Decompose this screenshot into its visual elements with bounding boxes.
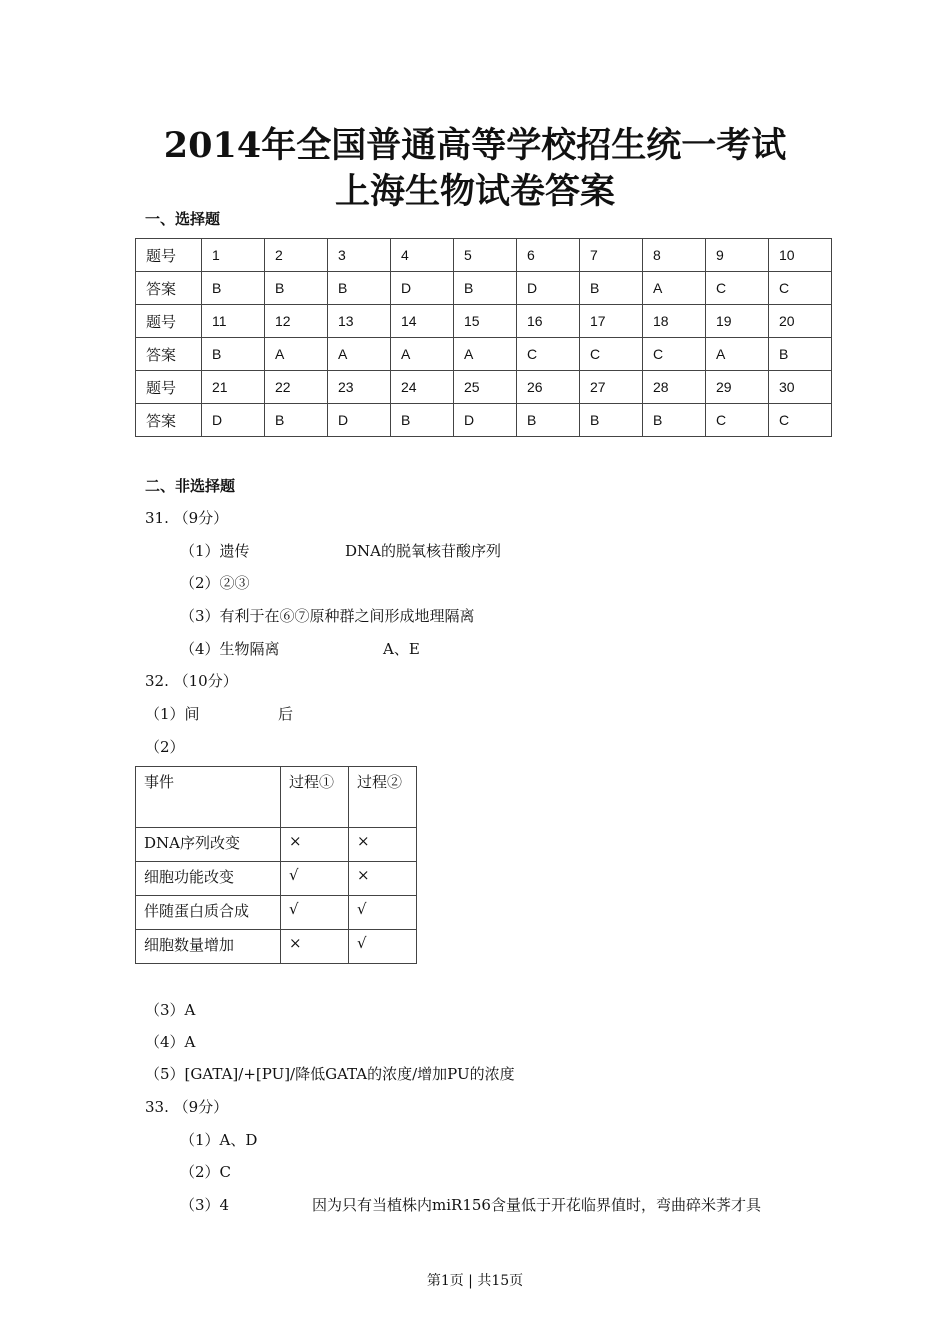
mc-table-cell: 17	[580, 305, 643, 338]
mc-table-cell: B	[202, 272, 265, 305]
process2-header: 过程②	[349, 767, 417, 828]
q32-event-table	[135, 766, 417, 964]
mc-table-cell: B	[265, 272, 328, 305]
mc-table-cell: 22	[265, 371, 328, 404]
mc-table-cell: 12	[265, 305, 328, 338]
mc-table-row	[136, 404, 832, 437]
mc-table-cell: B	[454, 272, 517, 305]
mc-table-cell: C	[706, 272, 769, 305]
mc-table-cell: 15	[454, 305, 517, 338]
mc-table-cell: 4	[391, 239, 454, 272]
mc-table-cell: 18	[643, 305, 706, 338]
mc-table-cell: B	[517, 404, 580, 437]
mc-table-cell: B	[328, 272, 391, 305]
mc-table-cell: D	[202, 404, 265, 437]
mc-table-row	[136, 272, 832, 305]
mc-row-label: 答案	[136, 272, 202, 305]
mc-table-row	[136, 305, 832, 338]
mc-table-cell: 27	[580, 371, 643, 404]
mc-table-cell: 14	[391, 305, 454, 338]
mc-table-cell: C	[769, 404, 832, 437]
event-cell: 伴随蛋白质合成	[136, 896, 281, 930]
mc-table-cell: 23	[328, 371, 391, 404]
mc-table-cell: A	[328, 338, 391, 371]
mc-table-cell: 21	[202, 371, 265, 404]
mc-table-cell: 28	[643, 371, 706, 404]
q32-answer2-label: （2）	[145, 738, 185, 756]
mc-table-cell: 19	[706, 305, 769, 338]
mc-table-cell: B	[202, 338, 265, 371]
mc-table-cell: A	[265, 338, 328, 371]
q32-answer1-label: （1）间	[145, 705, 200, 723]
q31-answer4-value: A、E	[383, 640, 420, 658]
q33-answer3-value: 因为只有当植株内miR156含量低于开花临界值时，弯曲碎米荠才具	[312, 1196, 761, 1214]
document-title-line1: 2014年全国普通高等学校招生统一考试	[163, 125, 787, 166]
mc-table-cell: 7	[580, 239, 643, 272]
mc-table-cell: C	[517, 338, 580, 371]
process2-cell: √	[349, 896, 417, 930]
mc-table-cell: A	[706, 338, 769, 371]
process1-header: 过程①	[281, 767, 349, 828]
mc-table-cell: B	[580, 404, 643, 437]
mc-table-cell: 1	[202, 239, 265, 272]
mc-table-cell: B	[391, 404, 454, 437]
mc-table-cell: A	[454, 338, 517, 371]
mc-table-cell: D	[328, 404, 391, 437]
document-title-line2: 上海生物试卷答案	[334, 171, 615, 212]
mc-table-cell: B	[643, 404, 706, 437]
mc-table-row	[136, 338, 832, 371]
q31-answer4-label: （4）生物隔离	[180, 640, 280, 658]
mc-table-cell: D	[391, 272, 454, 305]
event-cell: DNA序列改变	[136, 828, 281, 862]
mc-row-label: 题号	[136, 239, 202, 272]
event-header: 事件	[136, 767, 281, 828]
mc-row-label: 答案	[136, 404, 202, 437]
mc-answer-table	[135, 238, 832, 437]
mc-table-cell: 2	[265, 239, 328, 272]
process2-cell: ×	[349, 862, 417, 896]
process2-cell: √	[349, 930, 417, 964]
mc-table-row	[136, 239, 832, 272]
process1-cell: √	[281, 896, 349, 930]
mc-table-cell: D	[517, 272, 580, 305]
q33-answer2: （2）C	[180, 1163, 232, 1181]
mc-table-row	[136, 371, 832, 404]
mc-table-cell: A	[391, 338, 454, 371]
q31-answer3: （3）有利于在⑥⑦原种群之间形成地理隔离	[180, 607, 475, 625]
mc-row-label: 题号	[136, 305, 202, 338]
mc-table-cell: A	[643, 272, 706, 305]
mc-table-cell: 25	[454, 371, 517, 404]
mc-table-cell: 11	[202, 305, 265, 338]
section1-heading: 一、选择题	[145, 210, 221, 228]
process1-cell: ×	[281, 828, 349, 862]
mc-table-cell: 29	[706, 371, 769, 404]
q32-answer4: （4）A	[145, 1033, 196, 1051]
q32-heading: 32. （10分）	[145, 672, 238, 690]
process1-cell: √	[281, 862, 349, 896]
mc-table-cell: 26	[517, 371, 580, 404]
mc-table-cell: C	[643, 338, 706, 371]
q31-heading: 31. （9分）	[145, 509, 229, 527]
mc-table-cell: 6	[517, 239, 580, 272]
mc-table-cell: 8	[643, 239, 706, 272]
q31-answer2: （2）②③	[180, 574, 250, 592]
mc-table-cell: C	[706, 404, 769, 437]
q32-answer5: （5）[GATA]/+[PU]/降低GATA的浓度/增加PU的浓度	[145, 1065, 515, 1083]
q32-answer1-value: 后	[278, 705, 294, 723]
mc-table-cell: 9	[706, 239, 769, 272]
q32-answer3: （3）A	[145, 1001, 196, 1019]
process2-cell: ×	[349, 828, 417, 862]
mc-table-cell: B	[769, 338, 832, 371]
mc-table-cell: B	[580, 272, 643, 305]
mc-table-cell: B	[265, 404, 328, 437]
page-footer: 第1页 | 共15页	[426, 1273, 524, 1289]
mc-row-label: 题号	[136, 371, 202, 404]
mc-table-cell: 3	[328, 239, 391, 272]
mc-table-cell: 10	[769, 239, 832, 272]
q31-answer1-label: （1）遗传	[180, 542, 250, 560]
mc-table-cell: 13	[328, 305, 391, 338]
section2-heading: 二、非选择题	[145, 477, 236, 495]
mc-table-cell: C	[769, 272, 832, 305]
q33-answer3-label: （3）4	[180, 1196, 230, 1214]
q31-answer1-value: DNA的脱氧核苷酸序列	[345, 542, 501, 560]
mc-table-cell: 24	[391, 371, 454, 404]
mc-table-cell: 20	[769, 305, 832, 338]
mc-table-cell: 16	[517, 305, 580, 338]
event-cell: 细胞数量增加	[136, 930, 281, 964]
event-cell: 细胞功能改变	[136, 862, 281, 896]
process1-cell: ×	[281, 930, 349, 964]
mc-table-cell: 5	[454, 239, 517, 272]
q33-heading: 33. （9分）	[145, 1098, 229, 1116]
q33-answer1: （1）A、D	[180, 1131, 258, 1149]
mc-table-cell: D	[454, 404, 517, 437]
mc-table-cell: C	[580, 338, 643, 371]
mc-table-cell: 30	[769, 371, 832, 404]
mc-row-label: 答案	[136, 338, 202, 371]
